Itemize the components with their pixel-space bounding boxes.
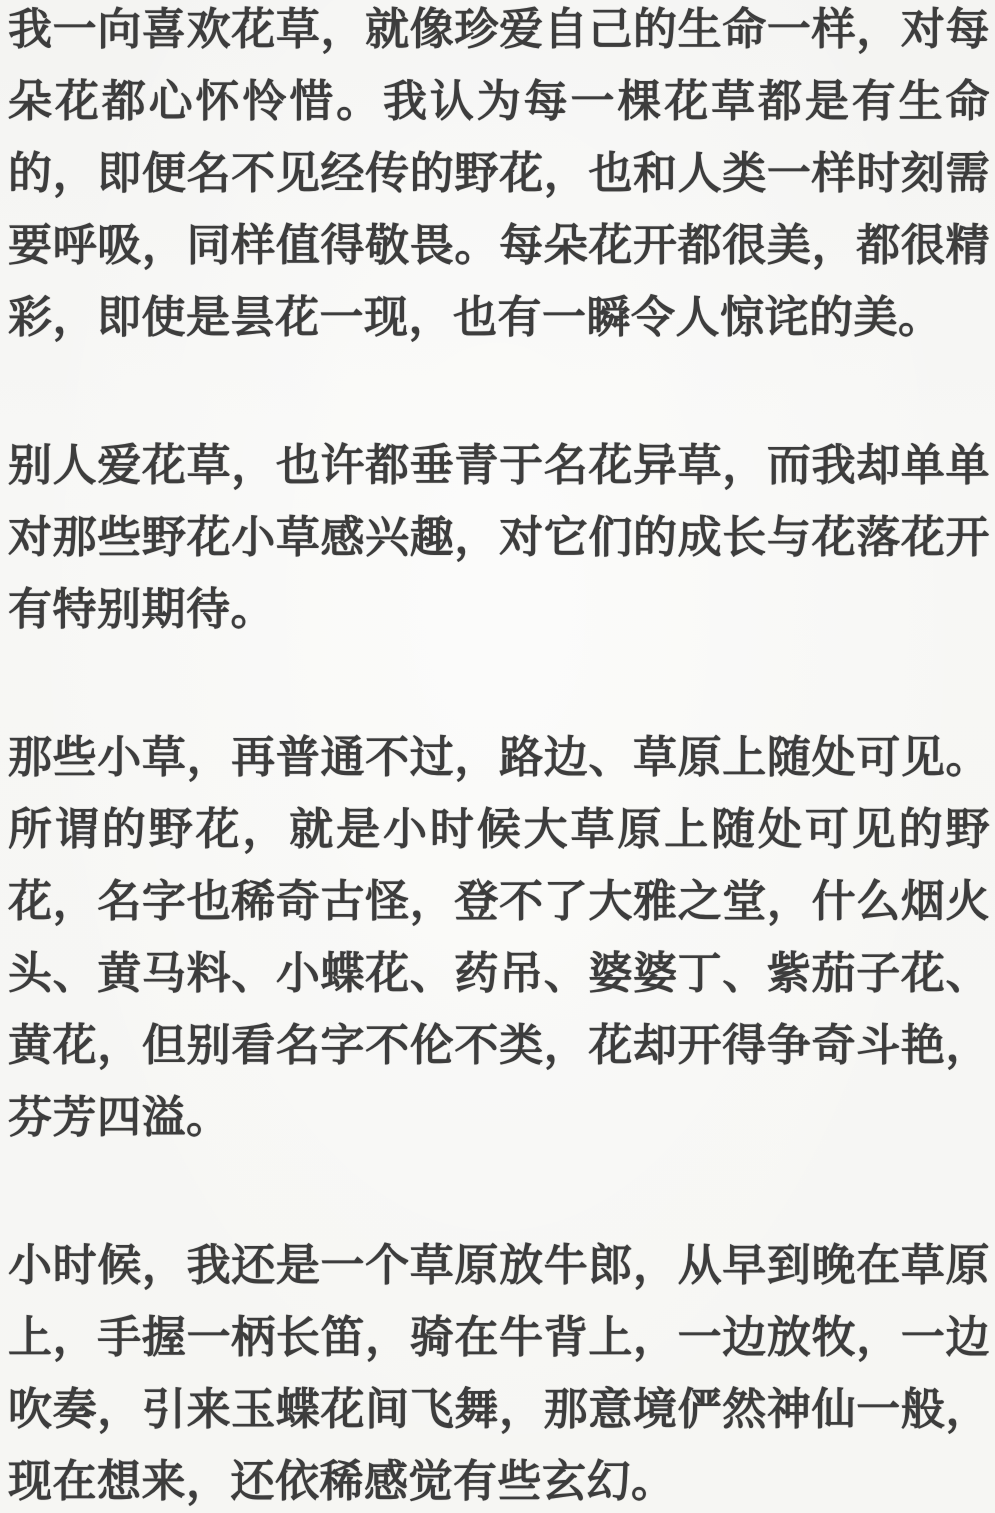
article-paragraph-4: 小时候，我还是一个草原放牛郎，从早到晚在草原上，手握一柄长笛，骑在牛背上，一边放牧，一边吹奏，引来玉蝶花间飞舞，那意境俨然神仙一般，现在想来，还依稀感觉有些玄幻。 xyxy=(8,1240,990,1507)
article-body xyxy=(8,0,990,1513)
article-paragraph-3: 那些小草，再普通不过，路边、草原上随处可见。所谓的野花，就是小时候大草原上随处可见的野花，名字也稀奇古怪，登不了大雅之堂，什么烟火头、黄马料、小蝶花、药吊、婆婆丁、紫茄子花、黄花，但别看名字不伦不类，花却开得争奇斗艳，芬芳四溢。 xyxy=(8,732,990,1143)
article-paragraph-2: 别人爱花草，也许都垂青于名花异草，而我却单单对那些野花小草感兴趣，对它们的成长与花落花开有特别期待。 xyxy=(8,440,990,635)
article-paragraph-1: 我一向喜欢花草，就像珍爱自己的生命一样，对每朵花都心怀怜惜。我认为每一棵花草都是有生命的，即便名不见经传的野花，也和人类一样时刻需要呼吸，同样值得敬畏。每朵花开都很美，都很精彩，即使是昙花一现，也有一瞬令人惊诧的美。 xyxy=(8,4,990,343)
